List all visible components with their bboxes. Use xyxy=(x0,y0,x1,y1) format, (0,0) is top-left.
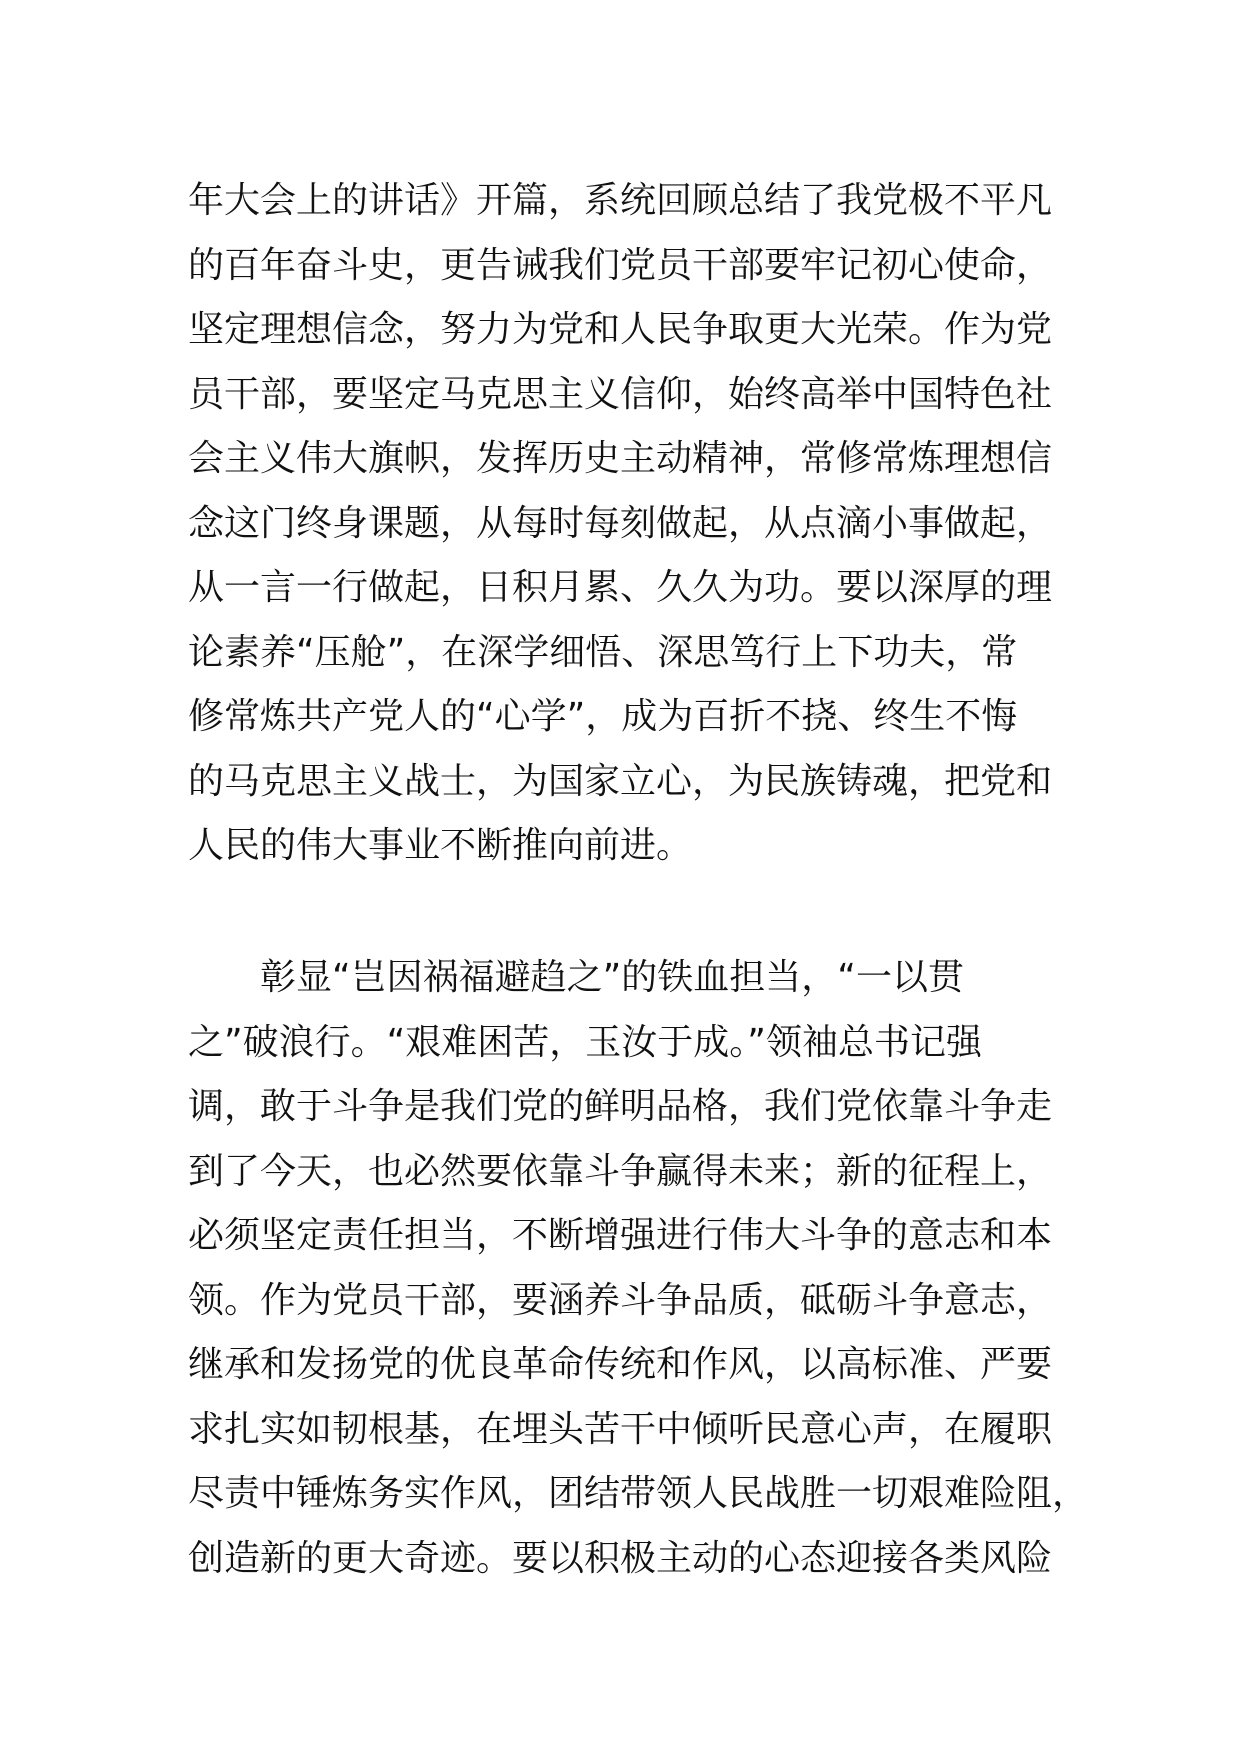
paragraph-line: 的百年奋斗史，更告诫我们党员干部要牢记初心使命， xyxy=(188,244,1053,286)
paragraph-line: 论素养“压舱”，在深学细悟、深思笃行上下功夫，常 xyxy=(188,631,1018,673)
paragraph-line: 人民的伟大事业不断推向前进。 xyxy=(188,825,693,866)
paragraph-line: 必须坚定责任担当，不断增强进行伟大斗争的意志和本 xyxy=(188,1215,1053,1256)
paragraph-line: 尽责中锤炼务实作风，团结带领人民战胜一切艰难险阻， xyxy=(188,1473,1089,1514)
paragraph-line: 念这门终身课题，从每时每刻做起，从点滴小事做起， xyxy=(188,502,1053,544)
paragraph-line: 之”破浪行。“艰难困苦，玉汝于成。”领袖总书记强 xyxy=(188,1021,982,1063)
paragraph-line: 坚定理想信念，努力为党和人民争取更大光荣。作为党 xyxy=(188,309,1053,350)
paragraph-line: 会主义伟大旗帜，发挥历史主动精神，常修常炼理想信 xyxy=(188,438,1053,479)
paragraph-line: 求扎实如韧根基，在埋头苦干中倾听民意心声，在履职 xyxy=(188,1408,1053,1450)
paragraph-1 xyxy=(188,169,1088,879)
paragraph-line: 的马克思主义战士，为国家立心，为民族铸魂，把党和 xyxy=(188,760,1053,802)
paragraph-line: 调，敢于斗争是我们党的鲜明品格，我们党依靠斗争走 xyxy=(188,1086,1053,1127)
paragraph-line: 继承和发扬党的优良革命传统和作风，以高标准、严要 xyxy=(188,1344,1053,1385)
paragraph-line: 领。作为党员干部，要涵养斗争品质，砥砺斗争意志， xyxy=(188,1279,1053,1321)
paragraph-2 xyxy=(188,946,1088,1591)
paragraph-line: 彰显“岂因祸福避趋之”的铁血担当，“一以贯 xyxy=(260,957,964,998)
paragraph-line: 修常炼共产党人的“心学”，成为百折不挠、终生不悔 xyxy=(188,696,1018,737)
paragraph-line: 创造新的更大奇迹。要以积极主动的心态迎接各类风险 xyxy=(188,1537,1053,1579)
paragraph-line: 到了今天，也必然要依靠斗争赢得未来；新的征程上， xyxy=(188,1150,1053,1192)
paragraph-line: 员干部，要坚定马克思主义信仰，始终高举中国特色社 xyxy=(188,373,1053,415)
paragraph-line: 年大会上的讲话》开篇，系统回顾总结了我党极不平凡 xyxy=(188,180,1053,221)
paragraph-line: 从一言一行做起，日积月累、久久为功。要以深厚的理 xyxy=(188,567,1053,608)
